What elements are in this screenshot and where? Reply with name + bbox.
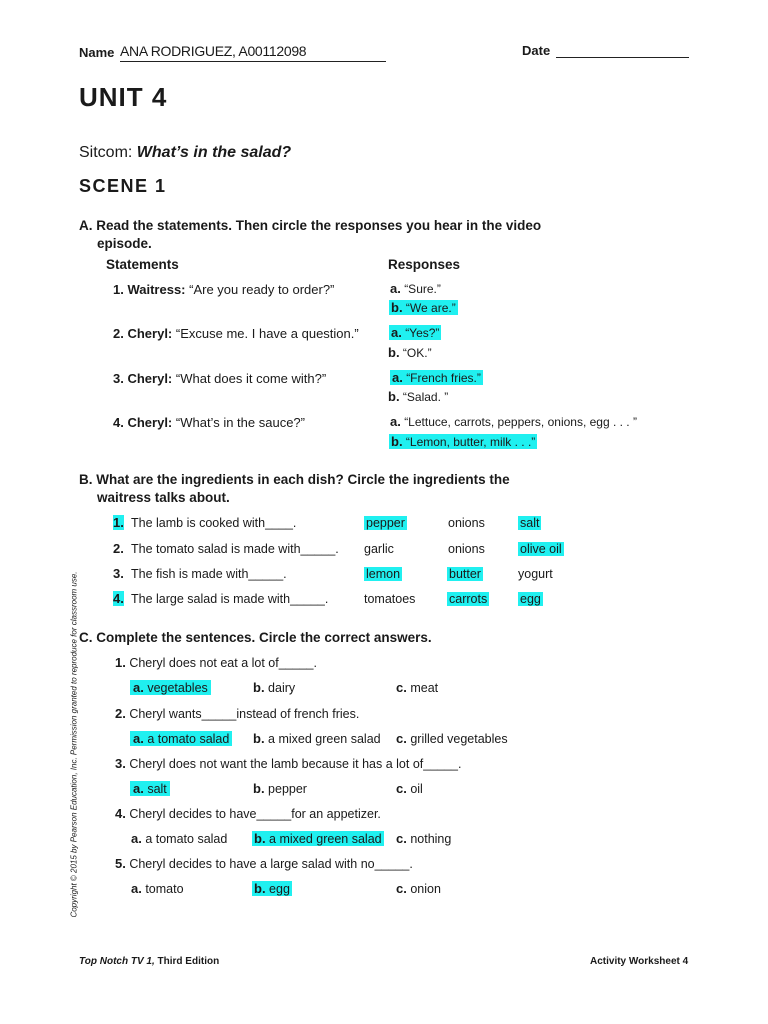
question-text: Cheryl decides to have a large salad with no_____.: [129, 857, 413, 871]
statement-3: [113, 371, 326, 386]
footer-edition: Third Edition: [154, 956, 220, 967]
response-label: b.: [391, 300, 403, 315]
answer-text: grilled vegetables: [410, 732, 508, 746]
response-3a-circled[interactable]: [390, 370, 483, 385]
question-text: Cheryl decides to have_____for an appetizer.: [129, 807, 381, 821]
response-label: a.: [390, 414, 401, 429]
response-text: “Salad. ”: [402, 390, 449, 404]
footer-title: Top Notch TV 1,: [79, 956, 155, 967]
answer-text: pepper: [268, 782, 307, 796]
ingredient-option-circled[interactable]: butter: [449, 567, 481, 581]
statement-speaker: Cheryl:: [127, 326, 173, 341]
statement-text: “What does it come with?”: [175, 371, 327, 386]
response-1b-circled[interactable]: [389, 300, 458, 315]
answer-3c[interactable]: [396, 781, 423, 796]
name-field[interactable]: ANA RODRIGUEZ, A00112098: [120, 43, 386, 62]
answer-1a-circled[interactable]: [130, 680, 211, 695]
scene-title: SCENE 1: [79, 176, 167, 196]
answer-label: a.: [133, 731, 144, 746]
answer-label: a.: [131, 831, 142, 846]
ingredient-option-circled[interactable]: pepper: [366, 516, 405, 530]
answer-1c[interactable]: [396, 680, 438, 695]
question-number: 1.: [115, 655, 126, 670]
answer-text: a mixed green salad: [268, 732, 381, 746]
statement-number: 3.: [113, 371, 124, 386]
copyright-notice: Copyright © 2015 by Pearson Education, Inc. Permission granted to reproduce for classroom use.: [69, 571, 79, 918]
statement-speaker: Cheryl:: [127, 371, 173, 386]
ingredient-option[interactable]: garlic: [364, 542, 394, 556]
question-4: [115, 806, 381, 821]
section-a-instruction: A. Read the statements. Then circle the responses you hear in the video: [79, 218, 542, 233]
sitcom-prefix: Sitcom:: [79, 144, 133, 161]
date-field[interactable]: [556, 56, 689, 58]
name-label: Name: [79, 45, 115, 60]
statement-speaker: Waitress:: [127, 282, 186, 297]
answer-1b[interactable]: [253, 680, 295, 695]
question-number: 5.: [115, 856, 126, 871]
answer-2c[interactable]: [396, 731, 508, 746]
section-b-instruction-cont: waitress talks about.: [97, 490, 230, 505]
answer-label: c.: [396, 881, 407, 896]
question-1: [115, 655, 317, 670]
answer-label: c.: [396, 731, 407, 746]
date-label: Date: [522, 43, 551, 58]
statement-2: [113, 326, 359, 341]
question-text: Cheryl does not want the lamb because it has a lot of_____.: [129, 757, 462, 771]
answer-label: a.: [133, 680, 144, 695]
response-4b-circled[interactable]: [389, 434, 537, 449]
statement-number: 4.: [113, 415, 124, 430]
question-number: 3.: [115, 756, 126, 771]
ingredient-option-circled[interactable]: lemon: [366, 567, 401, 581]
answer-text: a tomato salad: [147, 732, 230, 746]
response-text: “Yes?”: [405, 326, 440, 340]
answer-label: c.: [396, 680, 407, 695]
footer-worksheet-label: Activity Worksheet 4: [590, 956, 689, 967]
answer-5a[interactable]: [131, 881, 184, 896]
footer-book-title: [79, 956, 219, 967]
ingredient-option[interactable]: tomatoes: [364, 592, 416, 606]
question-text: Cheryl wants_____instead of french fries.: [129, 707, 360, 721]
unit-title: UNIT 4: [79, 82, 168, 112]
response-label: b.: [388, 345, 400, 360]
ingredient-option[interactable]: onions: [448, 516, 485, 530]
answer-3a-circled[interactable]: [130, 781, 170, 796]
answer-text: meat: [410, 681, 439, 695]
answer-label: a.: [133, 781, 144, 796]
response-3b[interactable]: [388, 389, 448, 404]
ingredient-option-circled[interactable]: olive oil: [520, 542, 562, 556]
response-text: “Lemon, butter, milk . . .”: [405, 435, 536, 449]
response-label: a.: [390, 281, 401, 296]
answer-text: nothing: [410, 832, 452, 846]
answer-4a[interactable]: [131, 831, 227, 846]
statement-1: [113, 282, 334, 297]
response-label: b.: [388, 389, 400, 404]
question-text: Cheryl does not eat a lot of_____.: [129, 656, 317, 670]
answer-4c[interactable]: [396, 831, 451, 846]
response-text: “Sure.”: [404, 282, 441, 296]
statement-number: 1.: [113, 282, 124, 297]
response-2a-circled[interactable]: [389, 325, 441, 340]
statement-text: “What’s in the sauce?”: [175, 415, 305, 430]
response-text: “We are.”: [405, 301, 456, 315]
answer-text: a mixed green salad: [269, 832, 382, 846]
ingredient-item-number: 2.: [113, 541, 124, 556]
question-number: 4.: [115, 806, 126, 821]
response-label: a.: [392, 370, 403, 385]
section-a-instruction-cont: episode.: [97, 236, 152, 251]
answer-text: salt: [147, 782, 167, 796]
response-4a[interactable]: [390, 414, 637, 429]
answer-text: vegetables: [147, 681, 208, 695]
section-c-instruction: C. Complete the sentences. Circle the correct answers.: [79, 630, 432, 645]
answer-text: dairy: [268, 681, 296, 695]
response-text: “Lettuce, carrots, peppers, onions, egg . . . ”: [404, 415, 637, 429]
question-2: [115, 706, 359, 721]
statement-text: “Excuse me. I have a question.”: [175, 326, 359, 341]
statement-number: 2.: [113, 326, 124, 341]
ingredient-option-circled[interactable]: egg: [520, 592, 541, 606]
response-label: b.: [391, 434, 403, 449]
ingredient-item-number: 3.: [113, 566, 124, 581]
answer-label: b.: [254, 881, 266, 896]
ingredient-item-number-circled[interactable]: 1.: [113, 515, 124, 530]
ingredient-option-circled[interactable]: carrots: [449, 592, 488, 606]
answer-2a-circled[interactable]: [130, 731, 232, 746]
sitcom-title: What’s in the salad?: [136, 144, 292, 161]
statements-header: Statements: [106, 257, 179, 272]
answer-label: b.: [254, 831, 266, 846]
response-2b[interactable]: [388, 345, 432, 360]
answer-3b[interactable]: [253, 781, 307, 796]
answer-label: c.: [396, 831, 407, 846]
answer-label: b.: [253, 781, 265, 796]
answer-label: a.: [131, 881, 142, 896]
answer-text: a tomato salad: [145, 832, 228, 846]
answer-5b-circled[interactable]: [252, 881, 292, 896]
answer-text: oil: [410, 782, 423, 796]
responses-header: Responses: [388, 257, 461, 272]
ingredient-item-number-circled[interactable]: 4.: [113, 591, 124, 606]
answer-label: c.: [396, 781, 407, 796]
ingredient-item-text: The large salad is made with_____.: [131, 592, 329, 606]
ingredient-option-circled[interactable]: salt: [520, 516, 540, 530]
answer-label: b.: [253, 731, 265, 746]
question-5: [115, 856, 413, 871]
answer-text: tomato: [145, 882, 184, 896]
ingredient-item-text: The tomato salad is made with_____.: [131, 542, 339, 556]
ingredient-option[interactable]: yogurt: [518, 567, 553, 581]
ingredient-item-text: The fish is made with_____.: [131, 567, 287, 581]
answer-text: egg: [269, 882, 290, 896]
question-number: 2.: [115, 706, 126, 721]
response-text: “OK.”: [402, 346, 432, 360]
answer-label: b.: [253, 680, 265, 695]
statement-speaker: Cheryl:: [127, 415, 173, 430]
response-label: a.: [391, 325, 402, 340]
ingredient-item-text: The lamb is cooked with____.: [131, 516, 297, 530]
answer-4b-circled[interactable]: [252, 831, 384, 846]
statement-4: [113, 415, 305, 430]
answer-2b[interactable]: [253, 731, 381, 746]
response-1a[interactable]: [390, 281, 441, 296]
answer-5c[interactable]: [396, 881, 441, 896]
sitcom-heading: [79, 144, 291, 162]
section-b-instruction: B. What are the ingredients in each dish? Circle the ingredients the: [79, 472, 510, 487]
question-3: [115, 756, 461, 771]
statement-text: “Are you ready to order?”: [189, 282, 335, 297]
response-text: “French fries.”: [406, 371, 481, 385]
ingredient-option[interactable]: onions: [448, 542, 485, 556]
answer-text: onion: [410, 882, 441, 896]
